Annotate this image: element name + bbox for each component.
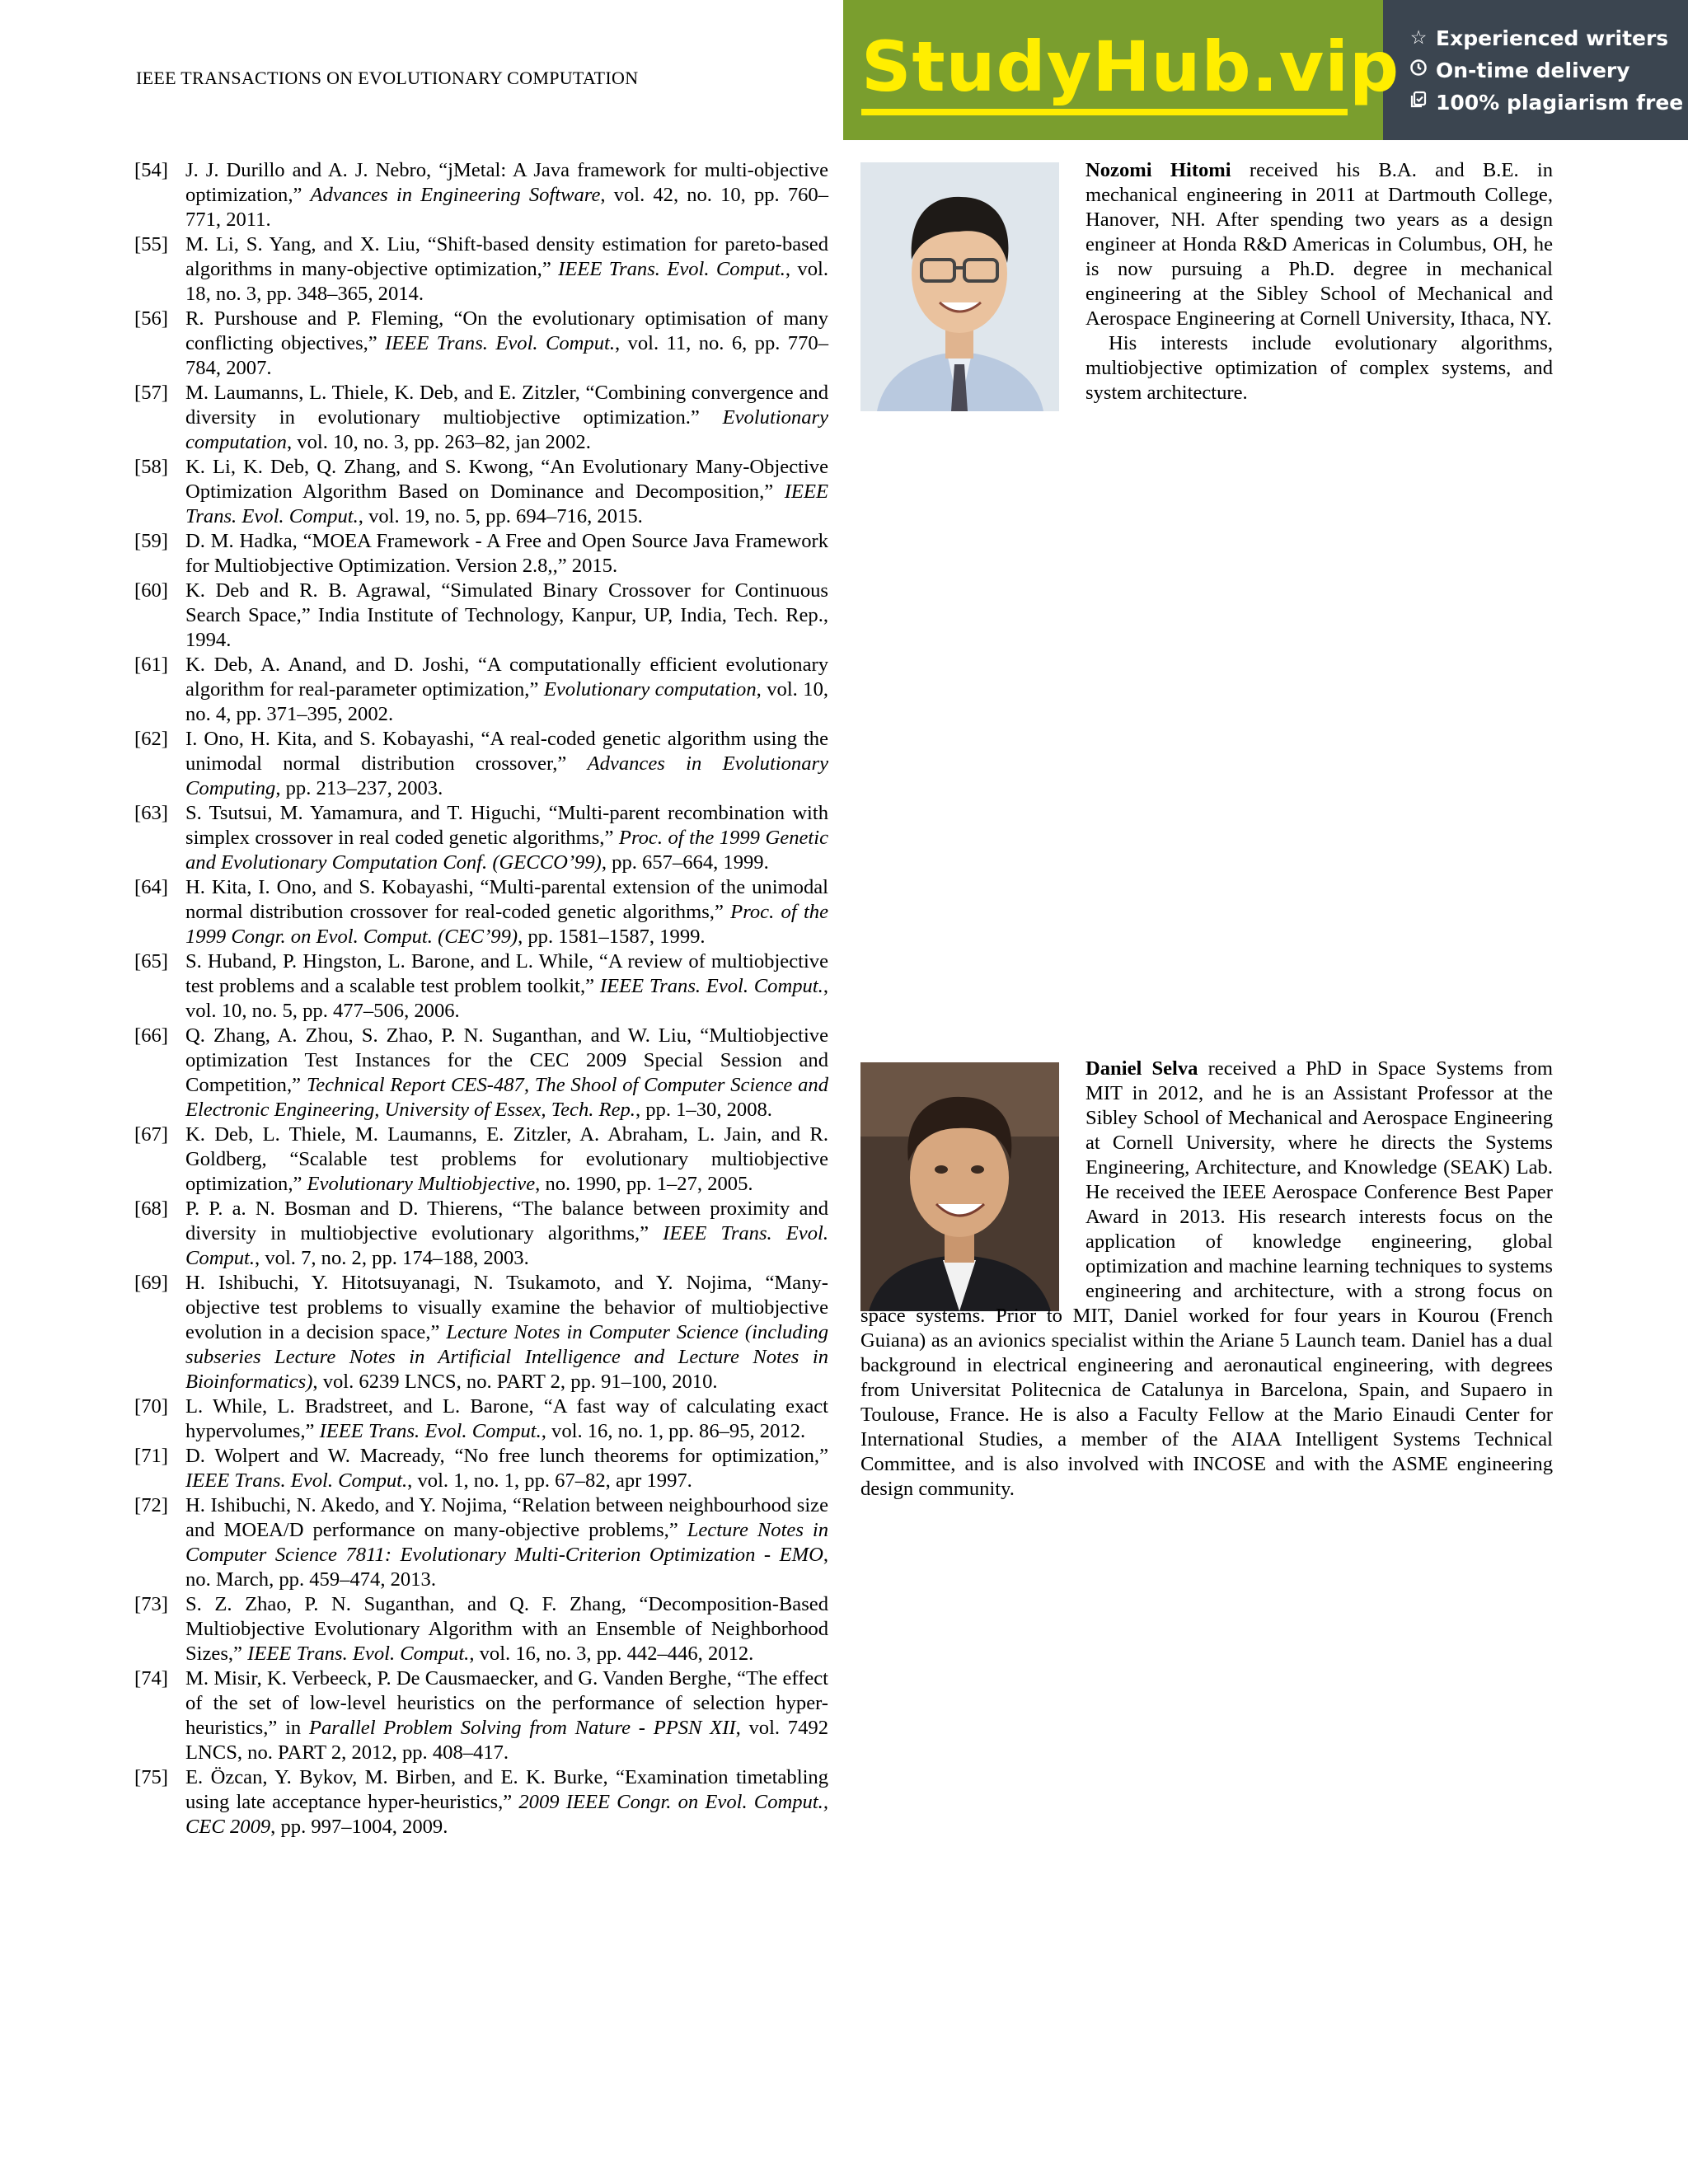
reference-segment: M. Misir, K. Verbeeck, P. De Causmaecker, and G. Vanden Berghe, “The effect of the set of low-level heuristics on the performance of selection hyper-heuristics,” in [185,1667,828,1739]
reference-venue: Lecture Notes in Computer Science 7811: Evolutionary Multi-Criterion Optimization - EMO [185,1519,828,1566]
banner-features [1383,0,1688,140]
reference-segment: , vol. 16, no. 1, pp. 86–95, 2012. [541,1420,806,1442]
reference-segment: , pp. 1581–1587, 1999. [518,926,706,948]
reference-item [134,653,828,727]
reference-venue: IEEE Trans. Evol. Comput. [558,258,785,280]
reference-number: [56] [134,307,168,330]
reference-segment: , vol. 6239 LNCS, no. PART 2, pp. 91–100, 2010. [312,1371,718,1393]
reference-text [185,307,828,381]
reference-segment: M. Li, S. Yang, and X. Liu, “Shift-based density estimation for pareto-based algorithms in many-objective optimization,” [185,233,828,280]
reference-number: [55] [134,233,168,255]
reference-number: [58] [134,456,168,478]
bio-text: received his B.A. and B.E. in mechanical engineering in 2011 at Dartmouth College, Hanover, NH. After spending two years as a design engineer at Honda R&D Americas in Columbus, OH, he is now pursuing a Ph.D. degree in mechanical engineering at the Sibley School of Mechanical and Aerospace Engineering at Cornell University, Ithaca, NY. [1085,159,1553,330]
bio-daniel-selva [860,1057,1553,1502]
reference-text [185,1765,828,1840]
reference-number: [72] [134,1494,168,1516]
reference-number: [61] [134,654,168,676]
reference-segment: M. Laumanns, L. Thiele, K. Deb, and E. Zitzler, “Combining convergence and diversity in evolutionary multiobjective optimization.” [185,382,828,429]
reference-item [134,1666,828,1765]
photo-spacer [860,1057,1085,1304]
reference-venue: Proc. of the 1999 Genetic and Evolutionary Computation Conf. (GECCO’99) [185,827,828,874]
reference-text [185,1493,828,1592]
reference-segment: , pp. 1–30, 2008. [635,1099,772,1121]
bio-nozomi-hitomi [860,158,1553,405]
reference-segment: L. While, L. Bradstreet, and L. Barone, “A fast way of calculating exact hypervolumes,” [185,1395,828,1442]
reference-segment: , vol. 16, no. 3, pp. 442–446, 2012. [469,1643,754,1665]
reference-item [134,529,828,579]
reference-segment: H. Ishibuchi, N. Akedo, and Y. Nojima, “Relation between neighbourhood size and MOEA/D performance on many-objective problems,” [185,1494,828,1541]
reference-item [134,1197,828,1271]
copy-check-icon [1408,91,1429,114]
reference-text [185,801,828,875]
reference-venue: Proc. of the 1999 Congr. on Evol. Comput. (CEC’99) [185,901,828,948]
studyhub-ad-banner[interactable] [843,0,1688,140]
reference-segment: K. Deb and R. B. Agrawal, “Simulated Binary Crossover for Continuous Search Space,” India Institute of Technology, Kanpur, UP, India, Tech. Rep., 1994. [185,579,828,651]
reference-number: [60] [134,579,168,602]
reference-segment: , vol. 42, no. 10, pp. 760–771, 2011. [185,184,829,231]
reference-segment: D. M. Hadka, “MOEA Framework - A Free and Open Source Java Framework for Multiobjective Optimization. Version 2.8,,” 2015. [185,530,828,577]
reference-segment: S. Huband, P. Hingston, L. Barone, and L. While, “A review of multiobjective test problems and a scalable test problem toolkit,” [185,950,828,997]
reference-number: [71] [134,1445,168,1467]
reference-segment: K. Deb, L. Thiele, M. Laumanns, E. Zitzler, A. Abraham, L. Jain, and R. Goldberg, “Scalable test problems for evolutionary multiobjective optimization,” [185,1123,828,1195]
bio-text: received a PhD in Space Systems from MIT in 2012, and he is an Assistant Professor at the Sibley School of Mechanical and Aerospace Engineering at Cornell University, where he directs the Systems Engineering, Architecture, and Knowledge (SEAK) Lab. He received the IEEE Aerospace Conference Best Paper Award in 2013. His research interests focus on the application of knowledge engineering, global optimization and machine learning techniques to systems engineering and architecture, with a strong focus on space systems. Prior to MIT, Daniel worked for four years in Kourou (French Guiana) as an avionics specialist within the Ariane 5 Launch team. Daniel has a dual background in electrical engineering and aeronautical engineering, with degrees from Universitat Politecnica de Catalunya in Barcelona, Spain, and Supaero in Toulouse, France. He is also a Faculty Fellow at the Mario Einaudi Center for International Studies, a member of the AIAA Intelligent Systems Technical Committee, and is also involved with INCOSE and with the ASME engineering design community. [860,1057,1553,1500]
reference-segment: , no. 1990, pp. 1–27, 2005. [535,1173,753,1195]
reference-item [134,801,828,875]
reference-item [134,1271,828,1394]
reference-venue: Parallel Problem Solving from Nature - PPSN XII [308,1717,736,1739]
reference-text [185,1666,828,1765]
reference-text [185,158,828,232]
feature-on-time-delivery [1408,59,1688,82]
journal-header: IEEE TRANSACTIONS ON EVOLUTIONARY COMPUTATION [136,68,639,88]
reference-number: [69] [134,1272,168,1294]
references-list [134,158,828,1840]
reference-venue: IEEE Trans. Evol. Comput. [185,480,828,527]
reference-number: [59] [134,530,168,552]
reference-segment: , vol. 10, no. 5, pp. 477–506, 2006. [185,975,828,1022]
reference-venue: IEEE Trans. Evol. Comput. [185,1222,828,1269]
reference-venue: Evolutionary computation [185,406,828,453]
reference-venue: Lecture Notes in Computer Science (including subseries Lecture Notes in Artificial Intelligence and Lecture Notes in Bioinformatics) [185,1321,828,1393]
logo-underline [861,109,1348,115]
reference-text [185,1444,828,1493]
reference-venue: IEEE Trans. Evol. Comput. [185,1469,408,1492]
bio-name: Nozomi Hitomi [1085,159,1231,181]
reference-item [134,232,828,307]
reference-number: [57] [134,382,168,404]
reference-segment: S. Tsutsui, M. Yamamura, and T. Higuchi, “Multi-parent recombination with simplex crossover in real coded genetic algorithms,” [185,802,828,849]
photo-spacer [860,158,1085,405]
reference-text [185,1271,828,1394]
reference-number: [65] [134,950,168,972]
reference-text [185,1122,828,1197]
reference-segment: J. J. Durillo and A. J. Nebro, “jMetal: A Java framework for multi-objective optimization,” [185,159,828,206]
reference-text [185,653,828,727]
reference-number: [68] [134,1197,168,1220]
reference-segment: I. Ono, H. Kita, and S. Kobayashi, “A real-coded genetic algorithm using the unimodal normal distribution crossover,” [185,728,828,775]
reference-segment: , vol. 10, no. 3, pp. 263–82, jan 2002. [286,431,591,453]
reference-item [134,1122,828,1197]
reference-text [185,1394,828,1444]
reference-item [134,307,828,381]
reference-segment: , vol. 7, no. 2, pp. 174–188, 2003. [255,1247,529,1269]
reference-number: [73] [134,1593,168,1615]
reference-venue: Advances in Evolutionary Computing [185,752,828,799]
studyhub-logo[interactable]: StudyHub.vip [861,26,1400,107]
bio-name: Daniel Selva [1085,1057,1198,1080]
reference-segment: S. Z. Zhao, P. N. Suganthan, and Q. F. Zhang, “Decomposition-Based Multiobjective Evolutionary Algorithm with an Ensemble of Neighborhood Sizes,” [185,1593,828,1665]
reference-segment: K. Deb, A. Anand, and D. Joshi, “A computationally efficient evolutionary algorithm for real-parameter optimization,” [185,654,828,701]
reference-item [134,727,828,801]
reference-venue: IEEE Trans. Evol. Comput. [247,1643,470,1665]
reference-text [185,232,828,307]
reference-segment: Q. Zhang, A. Zhou, S. Zhao, P. N. Suganthan, and W. Liu, “Multiobjective optimization Test Instances for the CEC 2009 Special Session and Competition,” [185,1024,828,1096]
reference-segment: , vol. 19, no. 5, pp. 694–716, 2015. [358,505,643,527]
reference-venue: IEEE Trans. Evol. Comput. [319,1420,542,1442]
reference-segment: , pp. 657–664, 1999. [601,851,769,874]
reference-item [134,158,828,232]
banner-logo-panel[interactable] [843,0,1400,140]
reference-segment: H. Ishibuchi, Y. Hitotsuyanagi, N. Tsukamoto, and Y. Nojima, “Many-objective test problems to visually examine the behavior of multiobjective evolution in a decision space,” [185,1272,828,1343]
reference-item [134,1765,828,1840]
bio-paragraph: His interests include evolutionary algorithms, multiobjective optimization of complex systems, and system architecture. [1085,332,1553,404]
reference-number: [62] [134,728,168,750]
reference-venue: Evolutionary computation [543,678,757,701]
reference-text [185,579,828,653]
reference-segment: , vol. 1, no. 1, pp. 67–82, apr 1997. [407,1469,692,1492]
reference-number: [54] [134,159,168,181]
reference-item [134,1493,828,1592]
reference-text [185,1197,828,1271]
reference-item [134,949,828,1024]
reference-number: [66] [134,1024,168,1047]
reference-segment: , no. March, pp. 459–474, 2013. [185,1544,828,1591]
reference-text [185,875,828,949]
star-outline-icon: ☆ [1409,27,1428,49]
reference-item [134,579,828,653]
reference-segment: , vol. 11, no. 6, pp. 770–784, 2007. [185,332,828,379]
reference-text [185,1592,828,1666]
reference-text [185,727,828,801]
feature-label: On-time delivery [1436,58,1630,82]
reference-text [185,1024,828,1122]
reference-segment: H. Kita, I. Ono, and S. Kobayashi, “Multi-parental extension of the unimodal normal distribution crossover for real-coded genetic algorithms,” [185,876,828,923]
feature-label: 100% plagiarism free [1436,90,1684,115]
reference-venue: IEEE Trans. Evol. Comput. [385,332,615,354]
reference-item [134,1394,828,1444]
reference-segment: R. Purshouse and P. Fleming, “On the evolutionary optimisation of many conflicting objectives,” [185,307,828,354]
reference-segment: K. Li, K. Deb, Q. Zhang, and S. Kwong, “An Evolutionary Many-Objective Optimization Algorithm Based on Dominance and Decomposition,” [185,456,828,503]
reference-item [134,455,828,529]
reference-segment: P. P. a. N. Bosman and D. Thierens, “The balance between proximity and diversity in multiobjective evolutionary algorithms,” [185,1197,828,1244]
reference-segment: , pp. 997–1004, 2009. [270,1816,448,1838]
feature-plagiarism-free [1408,91,1688,115]
reference-number: [70] [134,1395,168,1418]
clock-icon [1408,59,1429,82]
reference-number: [67] [134,1123,168,1146]
reference-segment: , pp. 213–237, 2003. [275,777,443,799]
reference-item [134,1024,828,1122]
reference-segment: E. Özcan, Y. Bykov, M. Birben, and E. K. Burke, “Examination timetabling using late acceptance hyper-heuristics,” [185,1766,828,1813]
reference-venue: Technical Report CES-487, The Shool of Computer Science and Electronic Engineering, University of Essex, Tech. Rep. [185,1074,828,1121]
reference-number: [74] [134,1667,168,1690]
reference-item [134,1444,828,1493]
reference-venue: Evolutionary Multiobjective [307,1173,536,1195]
reference-number: [63] [134,802,168,824]
reference-venue: Advances in Engineering Software [310,184,601,206]
reference-item [134,381,828,455]
reference-item [134,1592,828,1666]
reference-segment: , vol. 10, no. 4, pp. 371–395, 2002. [185,678,829,725]
reference-number: [75] [134,1766,168,1788]
reference-number: [64] [134,876,168,898]
reference-item [134,875,828,949]
reference-text [185,949,828,1024]
feature-label: Experienced writers [1436,26,1669,50]
reference-segment: , vol. 18, no. 3, pp. 348–365, 2014. [185,258,828,305]
reference-venue: IEEE Trans. Evol. Comput. [599,975,823,997]
reference-segment: D. Wolpert and W. Macready, “No free lunch theorems for optimization,” [185,1445,828,1467]
reference-segment: , vol. 7492 LNCS, no. PART 2, 2012, pp. 408–417. [185,1717,828,1764]
reference-text [185,381,828,455]
reference-text [185,529,828,579]
feature-experienced-writers [1408,26,1688,50]
reference-text [185,455,828,529]
reference-venue: 2009 IEEE Congr. on Evol. Comput., CEC 2009 [185,1791,828,1838]
